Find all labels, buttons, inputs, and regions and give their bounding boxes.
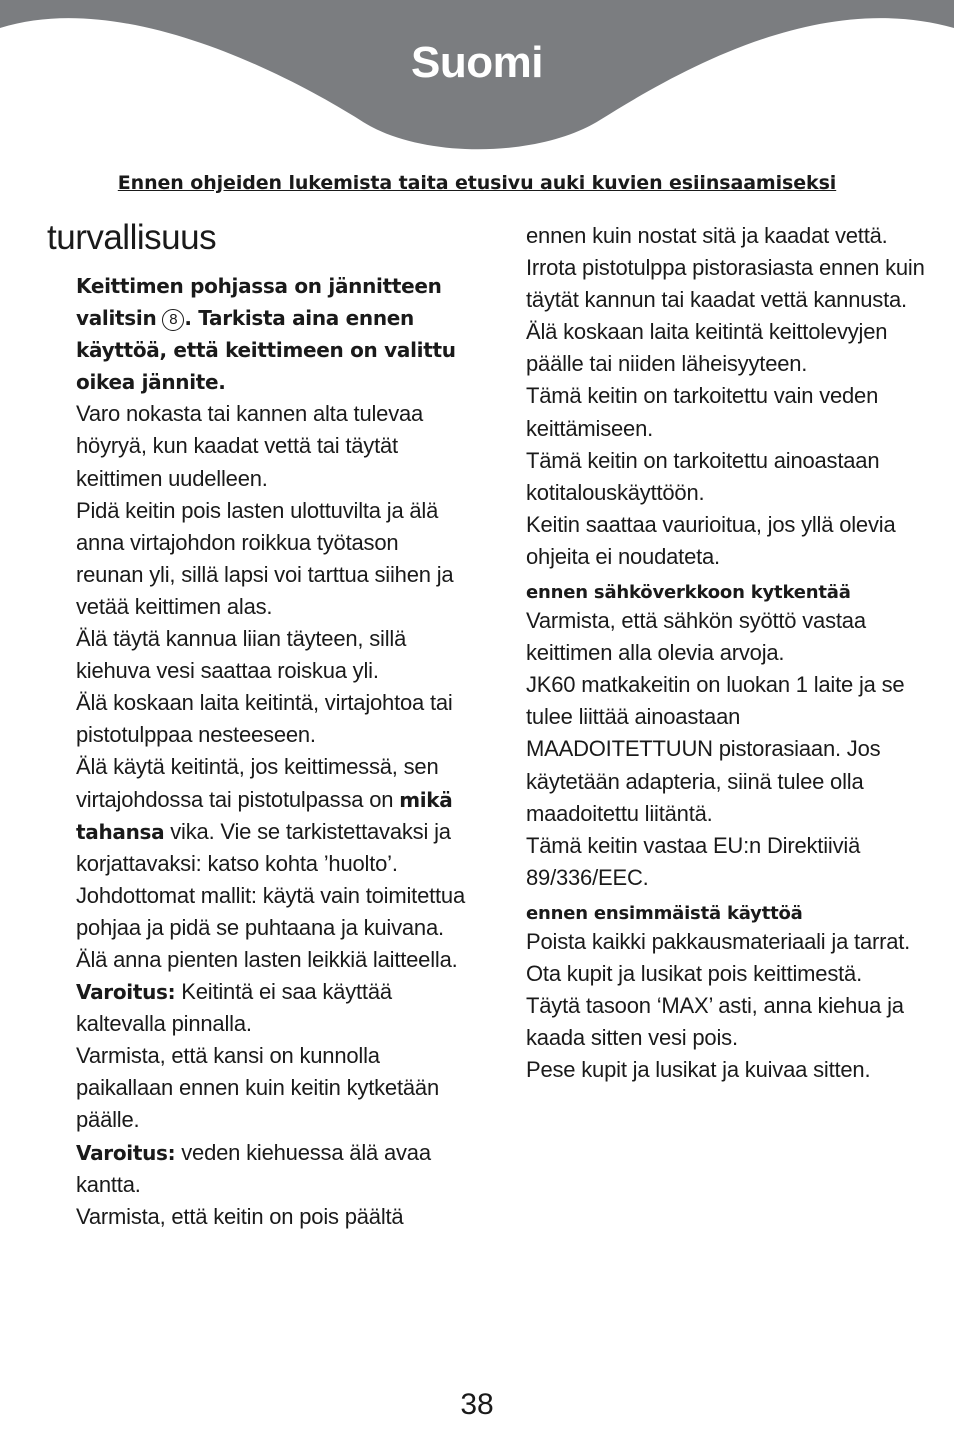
paragraph: Älä täytä kannua liian täyteen, sillä kiehuva vesi saattaa roiskua yli. xyxy=(76,626,407,684)
warning-label: Varoitus: xyxy=(76,1140,176,1165)
paragraph: Ota kupit ja lusikat pois keittimestä. xyxy=(526,960,862,986)
paragraph: Varmista, että kansi on kunnolla paikallaan ennen kuin keitin kytketään päälle. xyxy=(76,1043,439,1133)
paragraph: Täytä tasoon ‘MAX’ asti, anna kiehua ja kaada sitten vesi pois. xyxy=(526,993,904,1051)
paragraph xyxy=(76,976,468,1040)
paragraph: Varo nokasta tai kannen alta tulevaa höyryä, kun kaadat vettä tai täytät keittimen uudelleen. xyxy=(76,401,424,491)
paragraph: Varmista, että keitin on pois päältä xyxy=(76,1203,404,1229)
paragraph: Tämä keitin on tarkoitettu vain veden keittämiseen. xyxy=(526,383,879,441)
text: Älä käytä keitintä, jos keittimessä, sen virtajohdossa tai pistotulpassa on xyxy=(76,754,439,812)
section-title: turvallisuus xyxy=(47,218,217,257)
circled-number-badge: 8 xyxy=(162,309,184,331)
text: veden kiehuessa älä avaa kantta. xyxy=(76,1139,431,1197)
paragraph: JK60 matkakeitin on luokan 1 laite ja se tulee liittää ainoastaan MAADOITETTUUN pistorasiaan. Jos käytetään adapteria, siinä tulee olla maadoitettu liitäntä. xyxy=(526,672,905,826)
page-title: Suomi xyxy=(411,38,543,87)
bold-text: . Tarkista aina ennen käyttöä, että keittimeen on valittu oikea jännite. xyxy=(76,306,456,395)
paragraph: Älä anna pienten lasten leikkiä laitteella. xyxy=(76,946,458,972)
bold-text: mikä tahansa xyxy=(76,787,453,844)
paragraph: Keitin saattaa vaurioitua, jos yllä olevia ohjeita ei noudateta. xyxy=(526,511,896,569)
paragraph: Irrota pistotulppa pistorasiasta ennen kuin täytät kannun tai kaadat vettä kannusta. xyxy=(526,255,925,313)
page-number: 38 xyxy=(460,1388,494,1421)
paragraph: Älä koskaan laita keitintä, virtajohtoa tai pistotulppaa nesteeseen. xyxy=(76,690,453,748)
paragraph: Tämä keitin vastaa EU:n Direktiiviä 89/336/EEC. xyxy=(526,832,861,890)
header-banner xyxy=(0,0,954,160)
paragraph: Älä koskaan laita keitintä keittolevyjen päälle tai niiden läheisyyteen. xyxy=(526,319,888,377)
intro-instruction: Ennen ohjeiden lukemista taita etusivu auki kuvien esiinsaamiseksi xyxy=(117,172,837,194)
paragraph: Varmista, että sähkön syöttö vastaa keittimen alla olevia arvoja. xyxy=(526,608,866,666)
paragraph xyxy=(76,1137,468,1201)
warning-label: Varoitus: xyxy=(76,980,176,1005)
paragraph: Tämä keitin on tarkoitettu ainoastaan kotitalouskäyttöön. xyxy=(526,447,880,505)
left-column xyxy=(76,270,468,1233)
text: vika. Vie se tarkistettavaksi ja korjattavaksi: katso kohta ’huolto’. xyxy=(76,818,451,876)
paragraph: Pidä keitin pois lasten ulottuvilta ja älä anna virtajohdon roikkua työtason reunan yli, sillä lapsi voi tarttua siihen ja vetää keittimen alas. xyxy=(76,497,454,619)
paragraph: Johdottomat mallit: käytä vain toimitettua pohjaa ja pidä se puhtaana ja kuivana. xyxy=(76,882,466,940)
text: Keitintä ei saa käyttää kaltevalla pinnalla. xyxy=(76,979,392,1037)
paragraph: ennen kuin nostat sitä ja kaadat vettä. xyxy=(526,223,888,248)
right-column xyxy=(526,220,926,1086)
subheading: ennen ensimmäistä käyttöä xyxy=(526,902,803,924)
paragraph: Poista kaikki pakkausmateriaali ja tarrat. xyxy=(526,928,911,954)
paragraph xyxy=(76,270,468,398)
paragraph xyxy=(76,751,468,879)
subheading: ennen sähköverkkoon kytkentää xyxy=(526,582,851,604)
bold-text: Keittimen pohjassa on jännitteen valitsin xyxy=(76,274,442,331)
paragraph: Pese kupit ja lusikat ja kuivaa sitten. xyxy=(526,1057,871,1083)
